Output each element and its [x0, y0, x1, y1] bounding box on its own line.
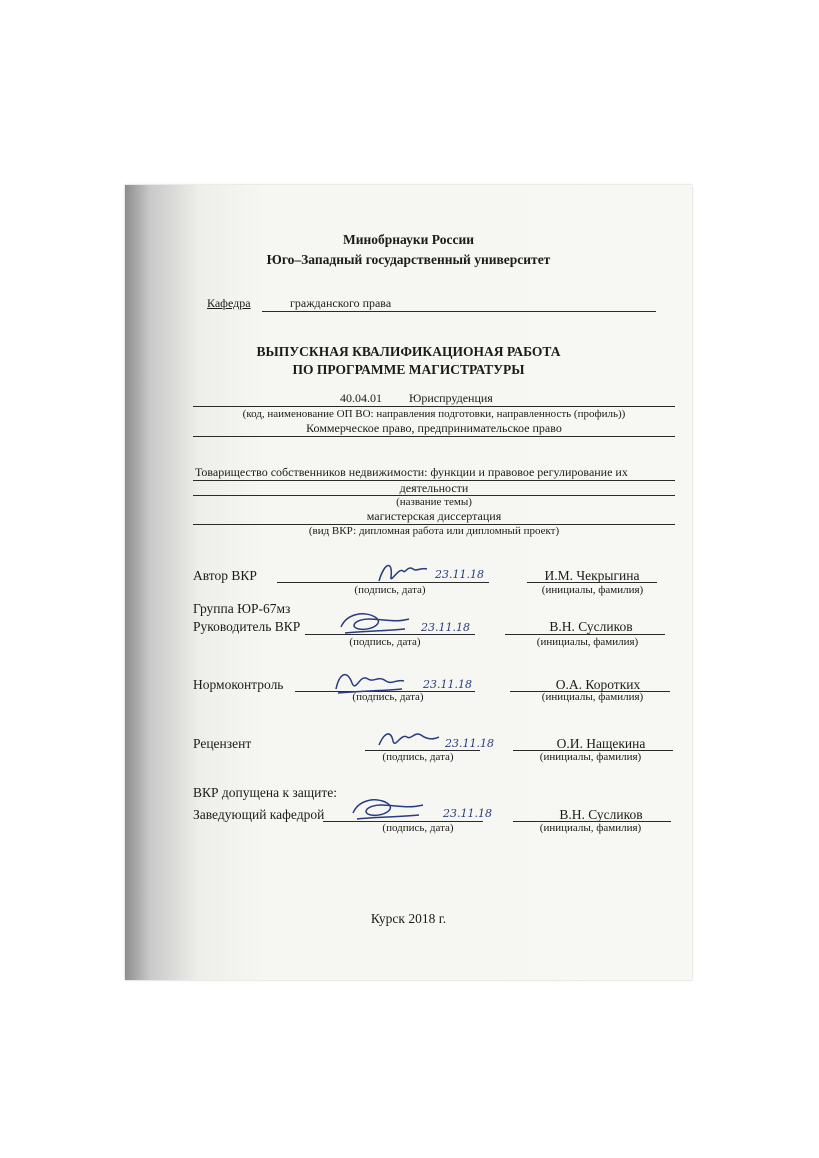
head-name-caption: (инициалы, фамилия) [539, 822, 642, 834]
normcontrol-name: О.А. Коротких [555, 677, 641, 692]
program-code: 40.04.01 [340, 391, 382, 405]
supervisor-signature [335, 607, 415, 639]
head-signature-caption: (подпись, дата) [382, 822, 454, 834]
author-date: 23.11.18 [435, 568, 484, 581]
department-underline [262, 311, 656, 312]
work-title-line2: ПО ПРОГРАММЕ МАГИСТРАТУРЫ [292, 362, 525, 377]
department-label [207, 296, 251, 311]
supervisor-role: Руководитель ВКР [193, 619, 301, 634]
topic-line1: Товарищество собственников недвижимости: функции и правовое регулирование их [195, 465, 628, 479]
document-page [125, 185, 692, 980]
supervisor-name-line [505, 634, 665, 635]
reviewer-role: Рецензент [193, 736, 252, 751]
vkr-type-caption: (вид ВКР: дипломная работа или дипломный проект) [308, 525, 560, 537]
author-signature [375, 557, 435, 587]
head-name: В.Н. Сусликов [559, 807, 643, 822]
supervisor-signature-caption: (подпись, дата) [349, 636, 421, 648]
footer-city-year: Курск 2018 г. [370, 911, 447, 926]
work-title-line1: ВЫПУСКНАЯ КВАЛИФИКАЦИОНАЯ РАБОТА [256, 344, 561, 359]
reviewer-signature [375, 723, 445, 753]
head-date: 23.11.18 [443, 807, 492, 820]
topic-caption: (название темы) [396, 496, 472, 508]
group-label: Группа ЮР-67мз [193, 601, 291, 616]
department-value: гражданского права [290, 296, 392, 310]
author-signature-caption: (подпись, дата) [354, 584, 426, 596]
supervisor-date: 23.11.18 [421, 621, 470, 634]
program-caption: (код, наименование ОП ВО: направления подготовки, направленность (профиль)) [242, 408, 626, 420]
reviewer-name-caption: (инициалы, фамилия) [539, 751, 642, 763]
profile-underline [193, 436, 675, 437]
topic-line2: деятельности [399, 481, 469, 495]
head-signature [347, 793, 429, 825]
author-name-caption: (инициалы, фамилия) [541, 584, 644, 596]
program-underline [193, 406, 675, 407]
supervisor-name-caption: (инициалы, фамилия) [536, 636, 639, 648]
ministry-heading: Минобрнауки России [342, 232, 475, 247]
vkr-type-value: магистерская диссертация [366, 509, 502, 523]
admitted-label: ВКР допущена к защите: [193, 785, 337, 800]
department-label-text: Кафедра [207, 296, 251, 310]
normcontrol-signature-caption: (подпись, дата) [352, 691, 424, 703]
reviewer-signature-caption: (подпись, дата) [382, 751, 454, 763]
reviewer-date: 23.11.18 [445, 737, 494, 750]
head-role: Заведующий кафедрой [193, 807, 325, 822]
supervisor-name: В.Н. Сусликов [549, 619, 633, 634]
normcontrol-date: 23.11.18 [423, 678, 472, 691]
author-name-line [527, 582, 657, 583]
normcontrol-name-caption: (инициалы, фамилия) [541, 691, 644, 703]
program-name: Юриспруденция [409, 391, 493, 405]
normcontrol-role: Нормоконтроль [193, 677, 284, 692]
author-role: Автор ВКР [193, 568, 257, 583]
reviewer-name: О.И. Нащекина [556, 736, 646, 751]
university-heading: Юго–Западный государственный университет [266, 252, 551, 267]
author-name: И.М. Чекрыгина [544, 568, 640, 583]
program-profile: Коммерческое право, предпринимательское право [306, 421, 562, 435]
